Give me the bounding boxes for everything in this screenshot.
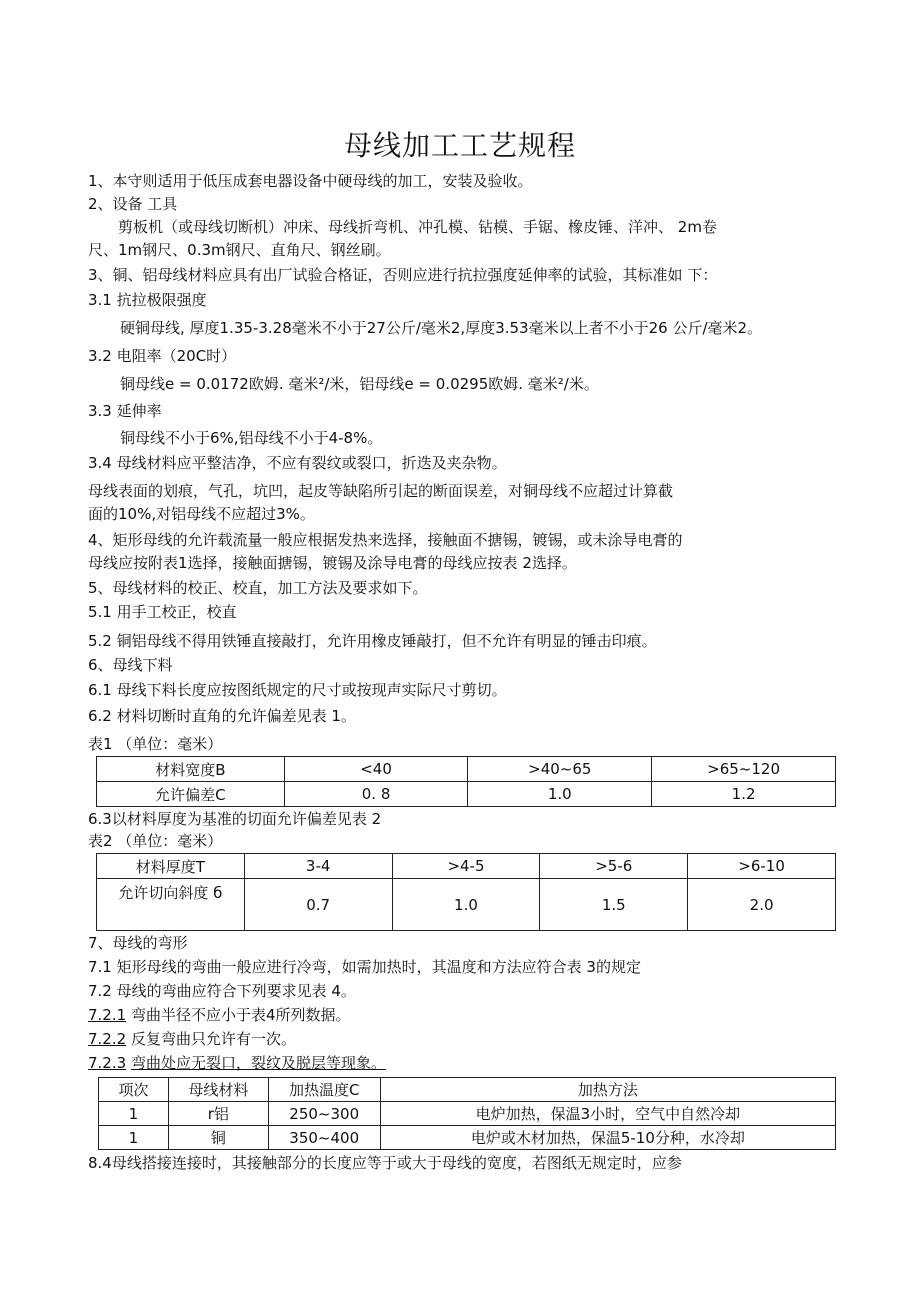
text-line — [88, 1053, 386, 1073]
text-line: 5.2 铜铝母线不得用铁锤直接敲打，允许用橡皮锤敲打，但不允许有明显的锤击印痕。 — [88, 632, 657, 650]
section-heading: 3.2 电阻率（20C时） — [88, 347, 237, 365]
table-cell: 允许偏差C — [97, 782, 285, 807]
table-cell: 0. 8 — [284, 782, 468, 807]
text-line: 6.2 材料切断时直角的允许偏差见表 1。 — [88, 707, 356, 725]
table-cell: 250~300 — [268, 1102, 380, 1126]
document-title: 母线加工工艺规程 — [343, 129, 576, 162]
table-cell: 铜 — [168, 1126, 268, 1150]
table-cell: 1.0 — [392, 879, 540, 931]
section-heading: 3.4 母线材料应平整洁净，不应有裂纹或裂口，折迭及夹杂物。 — [88, 454, 507, 472]
item-text: 弯曲处应无裂口，裂纹及脱层等现象。 — [130, 1054, 386, 1072]
table-cell: 母线材料 — [168, 1078, 268, 1102]
text-line: 尺、1m钢尺、0.3m钢尺、直角尺、钢丝刷。 — [88, 241, 391, 259]
table-row — [99, 1126, 836, 1150]
table-width-tolerance — [96, 756, 836, 807]
table-header-row — [97, 854, 836, 879]
text-line: 5、母线材料的校正、校直，加工方法及要求如下。 — [88, 579, 428, 597]
text-line: 母线应按附表1选择，接触面搪锡，镀锡及涂导电膏的母线应按表 2选择。 — [88, 554, 577, 572]
table-cell: 允许切向斜度 б — [97, 879, 245, 931]
section-heading: 3.1 抗拉极限强度 — [88, 291, 207, 309]
table-cell: 材料宽度B — [97, 757, 285, 782]
text-line — [88, 1029, 296, 1049]
text-line: 母线表面的划痕，气孔，坑凹，起皮等缺陷所引起的断面误差，对铜母线不应超过计算截 — [88, 482, 674, 500]
text-line: 4、矩形母线的允许载流量一般应根据发热来选择，接触面不搪锡，镀锡，或未涂导电膏的 — [88, 531, 683, 549]
table-cell: >6-10 — [688, 854, 836, 879]
table-row — [97, 782, 836, 807]
table-cell: 电炉加热，保温3小时，空气中自然冷却 — [380, 1102, 835, 1126]
text-line: 铜母线不小于6%,铝母线不小于4-8%。 — [120, 429, 383, 447]
table-cell: <40 — [284, 757, 468, 782]
text-line: 面的10%,对铝母线不应超过3%。 — [88, 505, 315, 523]
section-heading: 7、母线的弯形 — [88, 934, 188, 952]
text-line: 6.1 母线下料长度应按图纸规定的尺寸或按现声实际尺寸剪切。 — [88, 681, 507, 699]
table-caption: 表1 （单位：毫米） — [88, 735, 223, 753]
table-heating-method — [98, 1077, 836, 1150]
section-heading: 3.3 延伸率 — [88, 402, 162, 420]
item-text: 反复弯曲只允许有一次。 — [130, 1030, 296, 1048]
table-cell: 加热方法 — [380, 1078, 835, 1102]
text-line — [88, 1005, 351, 1025]
text-line: 2、设备 工具 — [88, 195, 178, 213]
table-cell: >40~65 — [468, 757, 652, 782]
item-number: 7.2.3 — [88, 1054, 127, 1072]
table-cell: 1 — [99, 1126, 169, 1150]
table-cell: 1.2 — [652, 782, 836, 807]
text-line: 3、铜、铝母线材料应具有出厂试验合格证，否则应进行抗拉强度延伸率的试验，其标准如 下： — [88, 266, 718, 284]
table-cell: 1 — [99, 1102, 169, 1126]
table-cell: r铝 — [168, 1102, 268, 1126]
table-row — [97, 879, 836, 931]
table-cell: 材料厚度T — [97, 854, 245, 879]
item-number: 7.2.1 — [88, 1006, 127, 1024]
text-line: 1、本守则适用于低压成套电器设备中硬母线的加工，安装及验收。 — [88, 172, 533, 190]
table-cell: 350~400 — [268, 1126, 380, 1150]
table-header-row — [97, 757, 836, 782]
table-cell: 项次 — [99, 1078, 169, 1102]
table-thickness-tolerance — [96, 853, 836, 931]
table-cell: 1.0 — [468, 782, 652, 807]
text-line: 硬铜母线, 厚度1.35-3.28毫米不小于27公斤/毫米2,厚度3.53毫米以上者不小于26 公斤/毫米2。 — [120, 319, 763, 337]
table-cell: 电炉或木材加热，保温5-10分种，水冷却 — [380, 1126, 835, 1150]
table-cell: 加热温度C — [268, 1078, 380, 1102]
table-cell: >4-5 — [392, 854, 540, 879]
text-line: 8.4母线搭接连接时，其接触部分的长度应等于或大于母线的宽度，若图纸无规定时，应参 — [88, 1154, 682, 1172]
table-cell: 0.7 — [244, 879, 392, 931]
table-row — [99, 1102, 836, 1126]
text-line: 7.1 矩形母线的弯曲一般应进行冷弯，如需加热时，其温度和方法应符合表 3的规定 — [88, 958, 641, 976]
table-cell: 2.0 — [688, 879, 836, 931]
table-cell: 3-4 — [244, 854, 392, 879]
section-heading: 5.1 用手工校正，校直 — [88, 603, 237, 621]
section-heading: 6、母线下料 — [88, 656, 173, 674]
text-line: 7.2 母线的弯曲应符合下列要求见表 4。 — [88, 982, 356, 1000]
table-header-row — [99, 1078, 836, 1102]
text-line: 剪板机（或母线切断机）冲床、母线折弯机、冲孔模、钻模、手锯、橡皮锤、洋冲、 2m卷 — [118, 218, 717, 236]
table-cell: >65~120 — [652, 757, 836, 782]
item-text: 弯曲半径不应小于表4所列数据。 — [130, 1006, 351, 1024]
table-cell: >5-6 — [540, 854, 688, 879]
item-number: 7.2.2 — [88, 1030, 127, 1048]
table-caption: 表2 （单位：毫米） — [88, 832, 223, 850]
table-cell: 1.5 — [540, 879, 688, 931]
text-line: 6.3以材料厚度为基准的切面允许偏差见表 2 — [88, 810, 382, 828]
text-line: 铜母线e = 0.0172欧姆. 毫米²/米，铝母线e = 0.0295欧姆. 毫米²/米。 — [120, 375, 599, 393]
